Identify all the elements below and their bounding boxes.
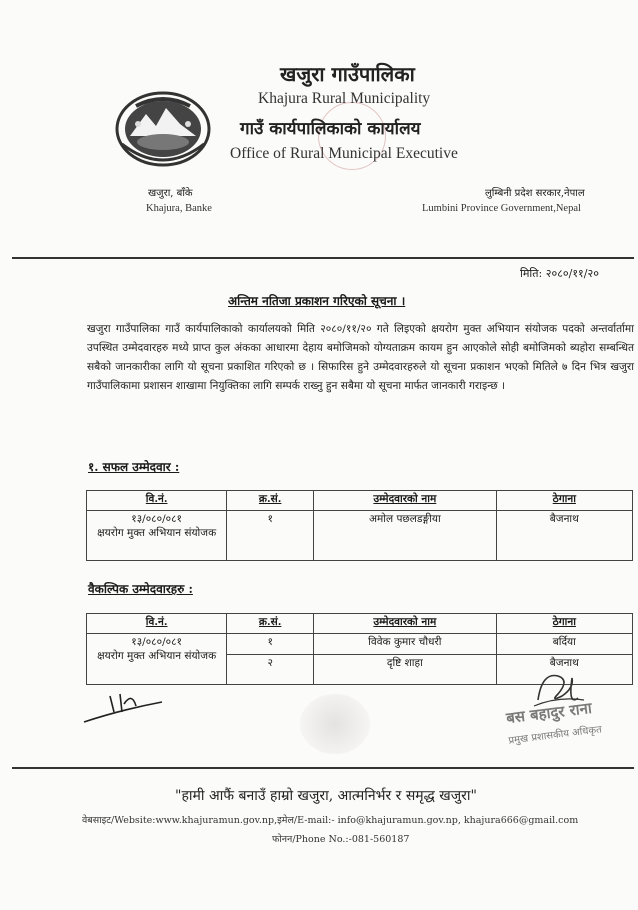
notice-title: अन्तिम नतिजा प्रकाशन गरिएको सूचना । [228,294,406,308]
serial-cell: २ [227,655,314,685]
table-header-row [87,614,633,634]
handwritten-initials-left [80,682,170,732]
stamp-officer-name: बस बहादुर राना [505,698,593,728]
name-cell: विवेक कुमार चौधरी [314,634,497,655]
footer-phone: फोनन/Phone No.:-081-560187 [272,834,410,845]
location-left-en: Khajura, Banke [146,203,212,214]
notice-date: मिति: २०८०/११/२० [520,267,599,280]
header-divider [12,257,634,259]
stamp-officer-designation: प्रमुख प्रशासकीय अधिकृत [507,724,603,747]
successful-table [86,490,633,561]
paper-smudge [300,694,370,754]
col-serial: क्र.सं. [227,614,314,634]
serial-cell: १ [227,634,314,655]
footer-slogan: "हामी आफैं बनाउँ हाम्रो खजुरा, आत्मनिर्भर र समृद्ध खजुरा" [175,788,477,804]
nepal-emblem-icon [108,84,218,170]
col-name: उम्मेदवारको नाम [314,614,497,634]
col-address: ठेगाना [496,614,632,634]
municipality-name-np: खजुरा गाउँपालिका [280,62,415,86]
post-name: क्षयरोग मुक्त अभियान संयोजक [97,650,217,662]
adv-no: १३/०८०/०८१ [131,636,183,648]
table-row [87,511,633,561]
table-row [87,634,633,655]
location-right-np: लुम्बिनी प्रदेश सरकार,नेपाल [485,188,585,199]
adv-cell [87,511,227,561]
post-name: क्षयरोग मुक्त अभियान संयोजक [97,527,217,539]
serial-cell: १ [227,511,314,561]
adv-cell [87,634,227,685]
table-header-row [87,491,633,511]
col-adv-no: वि.नं. [87,614,227,634]
address-cell: बैजनाथ [496,655,632,685]
col-address: ठेगाना [496,491,632,511]
col-adv-no: वि.नं. [87,491,227,511]
office-name-en: Office of Rural Municipal Executive [230,145,458,162]
footer-contact: वेबसाइट/Website:www.khajuramun.gov.np,इमेल/E-mail:- info@khajuramun.gov.np, khajura666@gmail.com [82,815,579,826]
name-cell: दृष्टि शाहा [314,655,497,685]
address-cell: बैजनाथ [496,511,632,561]
col-name: उम्मेदवारको नाम [314,491,497,511]
name-cell: अमोल पछलडङ्गीया [314,511,497,561]
notice-body: खजुरा गाउँपालिका गाउँ कार्यपालिकाको कार्यालयको मिति २०८०/११/२० गते लिइएको क्षयरोग मुक्त अभियान संयोजक पदको अन्तर्वार्तामा उपस्थित उम्मेदवारहरु मध्ये प्राप्त कुल अंकका आधारमा देहाय बमोजिमको योग्यताक्रम कायम हुन आएकोले सोही बमोजिमको ब्यहोरा सम्बन्धित सबैको जानकारीका लागि यो सूचना प्रकाशित गरिएको छ । सिफारिस हुने उम्मेदवारहरुले यो सूचना प्रकाशन भएको मितिले ७ दिन भित्र खजुरा गाउँपालिकामा प्रशासन शाखामा नियुक्तिका लागि सम्पर्क राख्नु हुन सबैमा यो सूचना मार्फत जानकारी गराइन्छ । [87,323,634,392]
col-serial: क्र.सं. [227,491,314,511]
address-cell: बर्दिया [496,634,632,655]
location-left-np: खजुरा, बाँके [148,188,193,199]
adv-no: १३/०८०/०८१ [131,513,183,525]
office-name-np: गाउँ कार्यपालिकाको कार्यालय [240,119,421,139]
successful-heading: १. सफल उम्मेदवार : [88,460,180,474]
footer-divider [12,767,634,769]
alternate-heading: वैकल्पिक उम्मेदवारहरु : [88,582,193,596]
municipality-name-en: Khajura Rural Municipality [258,90,431,107]
location-right-en: Lumbini Province Government,Nepal [422,203,581,214]
